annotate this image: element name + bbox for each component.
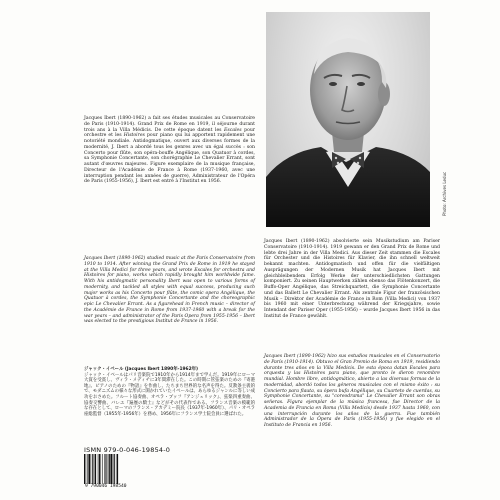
barcode-bar xyxy=(110,454,112,484)
barcode-bar xyxy=(87,454,88,484)
barcode-bar xyxy=(109,454,110,484)
biography-french-body: pour piano qui lui apportent rapidement une notoriété mondiale. Antidogmatique, ouvert aux diverses formes de la modernité, J. Ibert a abordé tous les genres avec un égal succès : son Concerto pour flûte, son opéra-bouffe Angélique, son Quatuor à cordes, sa Symphonie Concertante, son chorégraphie Le Chevalier Errant, sont autant d'œuvres majeures. Figure exemplaire de la musique française, Directeur de l'Académie de France à Rome (1937-1960, avec une interruption pendant les années de guerre), Administrateur de l'Opéra de Paris (1955-1956), J. Ibert est entré à l'Institut en 1956. xyxy=(84,133,255,185)
barcode-bar xyxy=(108,454,109,484)
barcode-bar xyxy=(104,454,105,484)
barcode-bar xyxy=(84,454,85,484)
barcode-bar xyxy=(117,454,118,484)
barcode-bar xyxy=(95,454,96,484)
barcode-bar xyxy=(116,454,117,484)
biography-japanese-text: ジャック・イベールはパリ音楽院で1910年から1914年まで学んだ。1919年にローマ大賞を受賞し、ヴィラ・メディチに3年間滞在した。この時期に管弦楽のための『寄港地』、ピアノのための『物語』を作曲し、たちまち世界的な名声を得た。反教条主義的で、モダニズムの様々な形式に開かれていたイベールは、あらゆるジャンルに等しい成功をおさめた。フルート協奏曲、オペラ・ブッフ『アンジェリック』、弦楽四重奏曲、協奏交響曲、バレエ『遍歴の騎士』などがその代表作である。フランス音楽の模範的な存在として、ローマのフランス・アカデミー院長（1937年-1960年）、パリ・オペラ座総監督（1955年-1956年）を務め、1956年にフランス学士院会員に選ばれた。 xyxy=(84,372,255,417)
biography-spanish xyxy=(264,354,440,429)
barcode-digits: 9 790046 198540 xyxy=(85,484,127,489)
biography-german-text: Jacques Ibert (1890-1962) absolvierte sein Musikstudium am Pariser Conservatoire (1910-1914). 1919 gewann er den Grand Prix de Rome und lebte drei Jahre in der Villa Medici. Aus dieser Zeit stammen die Escales für Orchester und die Histoires für Klavier, die ihn schnell weltweit bekannt machten. Antidogmatisch und offen für die vielfältigen Ausprägungen der Modernen Musik hat Jacques Ibert mit gleichbleibendem Erfolg Werke der unterschiedlichsten Gattungen komponiert. Zu seinen Hauptwerken zählen ebenso das Flötenkonzert, die Buffo-Oper Angélique, das Streichquartett, die Symphonie Concertante und das Ballett Le Chevalier Errant. Als zentrale Figur der französischen Musik – Direktor der Académie de France in Rom (Villa Medici) von 1937 bis 1960 mit einer Unterbrechung während der Kriegsjahre, sowie Intendant der Pariser Oper (1955-1956) – wurde Jacques Ibert 1956 in das Institut de France gewählt. xyxy=(264,239,440,319)
biography-french xyxy=(84,116,255,185)
biography-spanish-text: Jacques Ibert (1890-1962) hizo sus estudios musicales en el Conservatorio de París (1910-1914). Obtuvo el Gran Premio de Roma en 1919, residiendo durante tres años en la Villa Medicis. De esta época datan Escales para orquesta y las Histoires para piano, que pronto le dieron renombre mundial. Hombre libre, antidogmático, abierto a las diversas formas de la modernidad, abordó todos los géneros musicales con el mismo éxito : su Concierto para flauta, su ópera bufa Angélique, su Cuarteto de cuerdas, su Symphonie Concertante, su "coreodrama" Le Chevalier Errant son obras señeras. Figura ejemplar de la música francesa, fue Director de la Academia de Francia en Roma (Villa Medicis) desde 1937 hasta 1960, con una interrupción durante los años de la guerra. Fue también Administrador de la Ópera de París (1955-1956) y fue elegido en el Instituto de Francia en 1956. xyxy=(264,354,440,428)
work-title-histoires: Histoires xyxy=(123,133,145,139)
biography-japanese-heading: ジャック・イベール (Jacques Ibert 1890年-1962年) xyxy=(84,367,199,372)
biography-french-connector: pour orchestre et les xyxy=(84,127,255,139)
barcode-bar xyxy=(102,454,103,484)
biography-german xyxy=(264,239,440,320)
barcode-bar xyxy=(99,454,100,484)
barcode-bar xyxy=(88,454,90,484)
barcode-bar xyxy=(92,454,93,484)
barcode-bar xyxy=(105,454,106,484)
biography-french-intro: Jacques Ibert (1890-1962) a fait ses études musicales au Conservatoire de Paris (1910-1914). Grand Prix de Rome en 1919, il séjourne durant trois ans à la Villa Médicis. De cette époque datent les xyxy=(84,116,255,133)
barcode-bar xyxy=(98,454,99,484)
biography-japanese xyxy=(84,367,255,417)
barcode-bar xyxy=(113,454,114,484)
ismn-label: ISMN 979-0-046-19854-0 xyxy=(84,446,171,454)
composer-portrait-photo xyxy=(266,12,430,227)
barcode-bar xyxy=(101,454,102,484)
barcode-bar xyxy=(114,454,115,484)
barcode-bar xyxy=(91,454,92,484)
biography-english xyxy=(84,256,255,325)
biography-english-text: Jacques Ibert (1890-1962) studied music at the Paris Conservatoire from 1910 to 1914. After winning the Grand Prix de Rome in 1919 he stayed at the Villa Medici for three years, and wrote Escales for orchestra and Histoires for piano, works which rapidly brought him worldwide fame. With his antidogmatic personality Ibert was open to various forms of modernity, and tackled all styles with equal success, producing such major works as his Concerto pour flûte, the comic opera Angélique, the Quatuor à cordes, the Symphonie Concertante and the choreographic epic Le Chevalier Errant. As a figurehead in French music – director of the Académie de France in Rome from 1937-1960 with a break for the war years – and administrator of the Paris Opera from 1955-1956 – Ibert was elected to the prestigious Institut de France in 1956. xyxy=(84,256,255,325)
work-title-escales: Escales xyxy=(224,127,242,133)
barcode-bar xyxy=(86,454,87,484)
portrait-illustration xyxy=(266,12,430,227)
barcode-bar xyxy=(94,454,95,484)
photo-credit: Photo: Archives Leduc xyxy=(442,171,447,216)
